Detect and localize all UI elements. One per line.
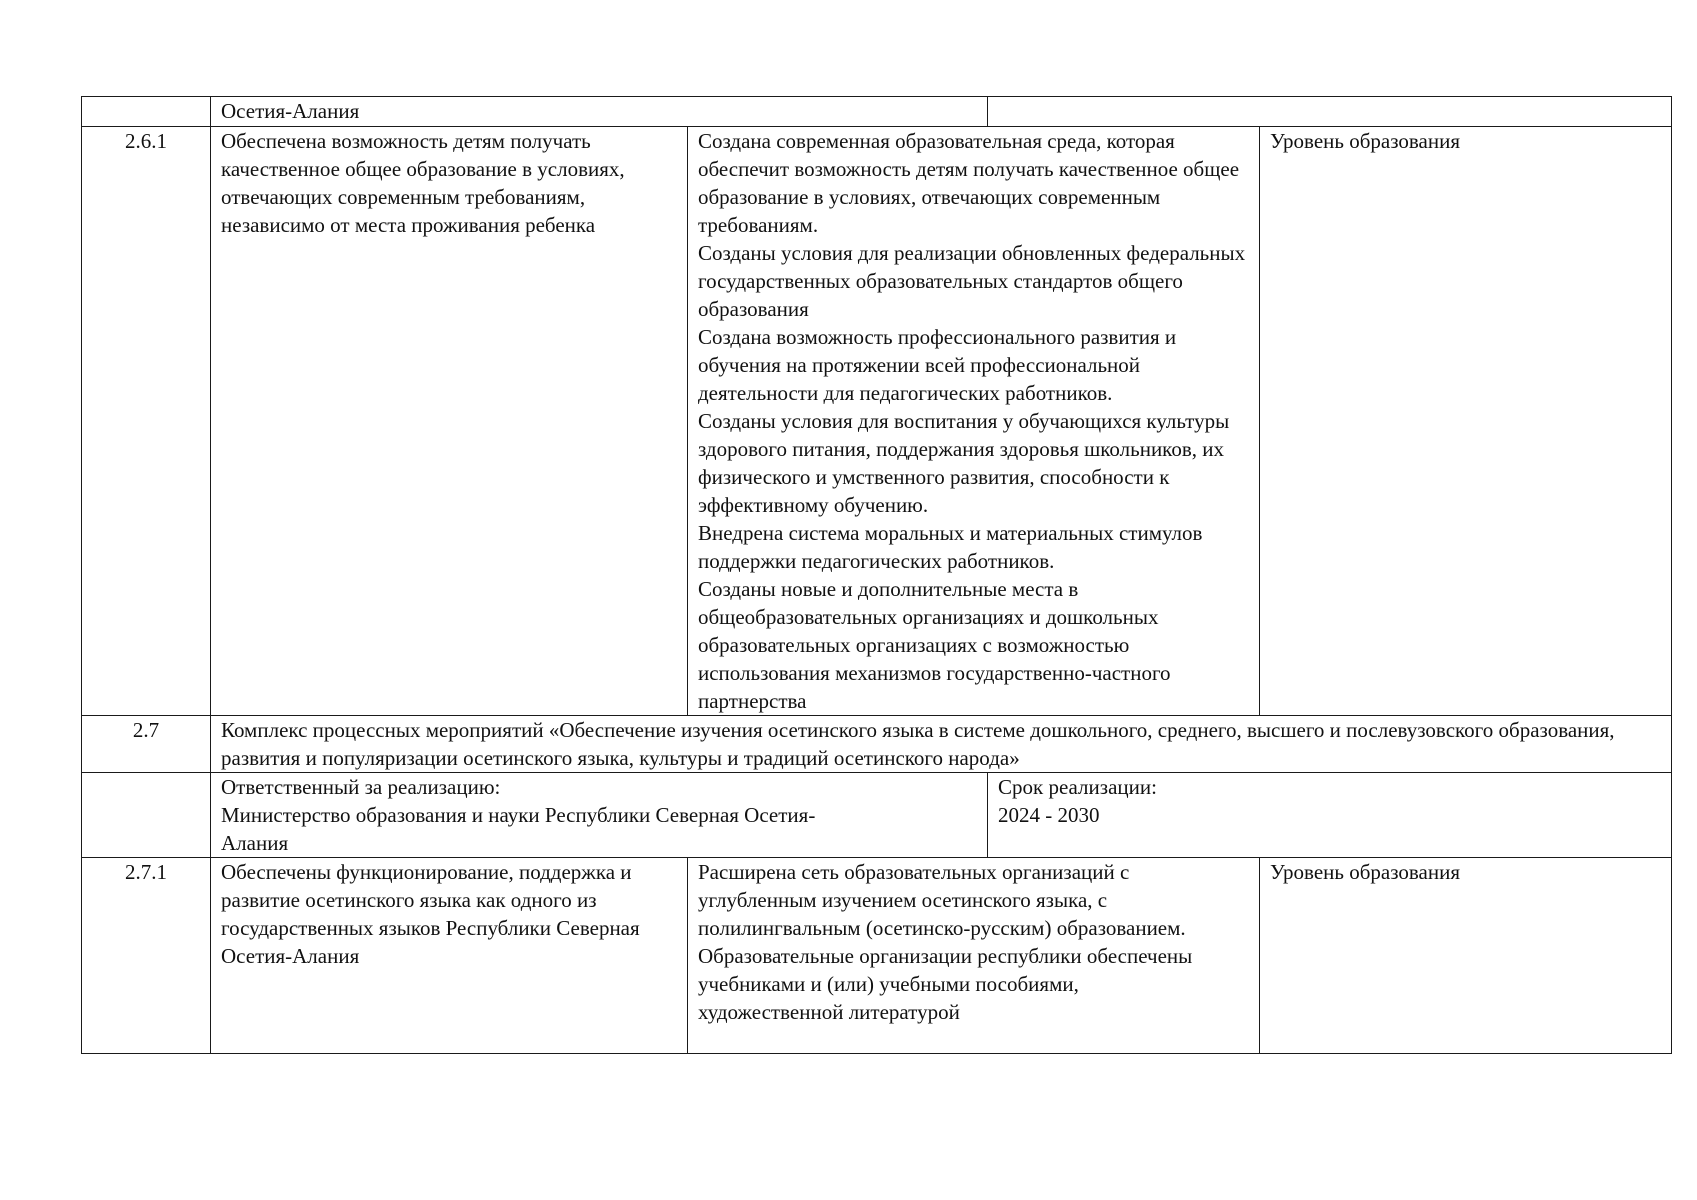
result-paragraph: Внедрена система моральных и материальных стимулов поддержки педагогических работников. — [698, 521, 1203, 573]
term-value: 2024 - 2030 — [998, 803, 1100, 827]
expected-results — [688, 127, 1260, 716]
row-number: 2.7 — [82, 716, 211, 773]
cell-empty — [988, 97, 1672, 127]
result-paragraph: Создана возможность профессионального развития и обучения на протяжении всей профессиональной деятельности для педагогических работников. — [698, 325, 1177, 405]
result-paragraph: Созданы условия для воспитания у обучающихся культуры здорового питания, поддержания здоровья школьников, их физического и умственного развития, способности к эффективному обучению. — [698, 409, 1230, 517]
responsible-cell — [211, 773, 988, 858]
region-tail: Осетия-Алания — [211, 97, 988, 127]
table-row — [82, 127, 1672, 716]
responsible-label: Ответственный за реализацию: — [221, 775, 501, 799]
table-row — [82, 97, 1672, 127]
cell-empty — [82, 97, 211, 127]
section-title: Комплекс процессных мероприятий «Обеспечение изучения осетинского языка в системе дошкольного, среднего, высшего и послевузовского образования, развития и популяризации осетинского языка, культуры и традиций осетинского народа» — [211, 716, 1672, 773]
expected-results — [688, 858, 1260, 1054]
term-cell — [988, 773, 1672, 858]
row-number: 2.6.1 — [82, 127, 211, 716]
table-row — [82, 858, 1672, 1054]
measures-table — [81, 96, 1672, 1054]
result-paragraph: Созданы условия для реализации обновленных федеральных государственных образовательных стандартов общего образования — [698, 241, 1246, 321]
table-row — [82, 773, 1672, 858]
result-paragraph: Создана современная образовательная среда, которая обеспечит возможность детям получать качественное общее образование в условиях, отвечающих современным требованиям. — [698, 129, 1240, 237]
indicator-link: Уровень образования — [1260, 127, 1672, 716]
result-paragraph: Расширена сеть образовательных организаций с углубленным изучением осетинского языка, с полилингвальным (осетинско-русским) образованием. — [698, 860, 1186, 940]
task-description: Обеспечена возможность детям получать качественное общее образование в условиях, отвечающих современным требованиям, независимо от места проживания ребенка — [211, 127, 688, 716]
term-label: Срок реализации: — [998, 775, 1157, 799]
responsible-value: Министерство образования и науки Республики Северная Осетия-Алания — [221, 803, 816, 855]
result-paragraph: Образовательные организации республики обеспечены учебниками и (или) учебными пособиями, художественной литературой — [698, 944, 1193, 1024]
cell-empty — [82, 773, 211, 858]
row-number: 2.7.1 — [82, 858, 211, 1054]
task-description: Обеспечены функционирование, поддержка и развитие осетинского языка как одного из государственных языков Республики Северная Осетия-Алания — [211, 858, 688, 1054]
result-paragraph: Созданы новые и дополнительные места в общеобразовательных организациях и дошкольных образовательных организациях с возможностью использования механизмов государственно-частного партнерства — [698, 577, 1171, 713]
table-row — [82, 716, 1672, 773]
indicator-link: Уровень образования — [1260, 858, 1672, 1054]
